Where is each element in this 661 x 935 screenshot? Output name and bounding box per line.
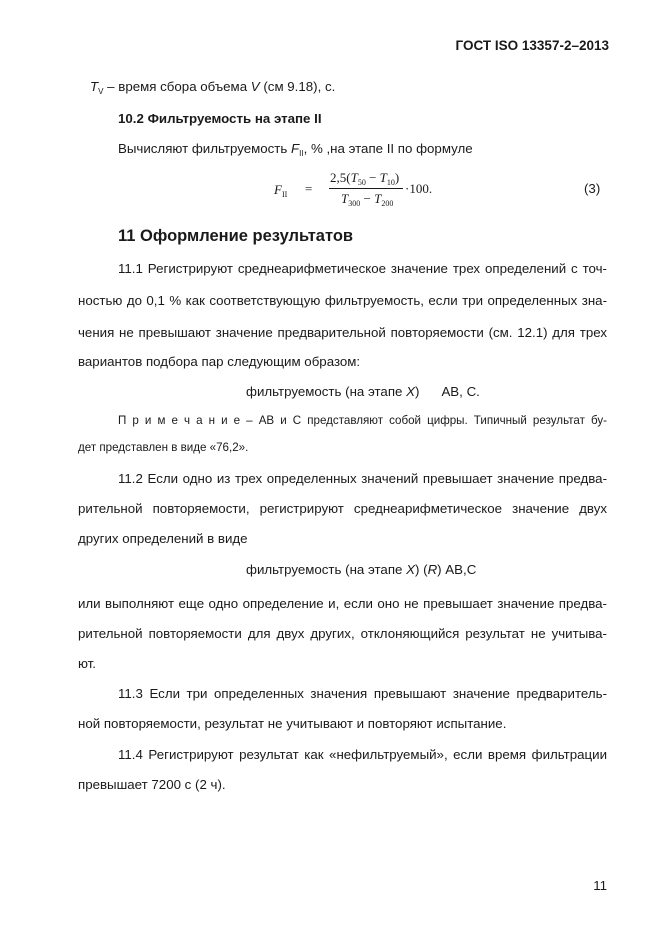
definition-var: V [250, 79, 260, 94]
note-line2: дет представлен в виде «76,2». [78, 441, 249, 454]
symbol-t: T [90, 79, 99, 94]
definition-text-a: – время сбора объема [103, 79, 251, 94]
para-11-1-line4: вариантов подбора пар следующим образом: [78, 354, 361, 369]
para-11-2-line3: других определений в виде [78, 531, 248, 546]
expression-1: фильтруемость (на этапе X) АВ, С. [246, 384, 480, 399]
section-11-heading: 11 Оформление результатов [118, 227, 354, 245]
para-11-1-line1: 11.1 Регистрируют среднеарифметическое значение трех определений с точ- [118, 261, 607, 276]
intro-symbol-sub: II [299, 149, 304, 158]
document-header: ГОСТ ISO 13357-2–2013 [455, 38, 609, 53]
para-11-2b-line2: рительной повторяемости для двух других, отклоняющийся результат не учитыва- [78, 626, 607, 641]
fraction-bar [329, 188, 403, 189]
para-11-1-line3: чения не превышают значение предварительной повторяемости (см. 12.1) для трех [78, 325, 607, 340]
para-11-4-line1: 11.4 Регистрируют результат как «нефильтруемый», если время фильтрации [118, 747, 607, 762]
note-label: П р и м е ч а н и е [118, 414, 241, 427]
intro-symbol: F [291, 141, 300, 156]
para-11-2b-line1: или выполняют еще одно определение и, если оно не превышает значение предва- [78, 596, 607, 611]
page-number: 11 [593, 878, 607, 893]
para-11-3-line2: ной повторяемости, результат не учитывают и повторяют испытание. [78, 716, 507, 731]
formula-times-100: ·100. [405, 181, 433, 196]
para-11-2-line2: рительной повторяемости, регистрируют среднеарифметическое значение двух [78, 501, 607, 516]
para-11-4-line2: превышает 7200 с (2 ч). [78, 777, 226, 792]
expression-2: фильтруемость (на этапе X) (R) АВ,С [246, 562, 477, 577]
section-10-2-heading: 10.2 Фильтруемость на этапе II [118, 111, 322, 126]
note-line1 [118, 414, 607, 427]
definition-text-b: (см 9.18), с. [259, 79, 336, 94]
para-11-2b-line3: ют. [78, 656, 96, 671]
intro-text-b: , % ,на этапе II по формуле [303, 141, 473, 156]
formula-denominator: $T_{300} - T_{200}$ [341, 191, 394, 208]
formula-equals: = [305, 181, 313, 196]
definition-tv [90, 79, 335, 96]
symbol-sub: V [98, 87, 104, 96]
para-11-1-line2: ностью до 0,1 % как соответствующую фильтруемость, если три определенных зна- [78, 293, 607, 308]
formula-lhs: $F_{II}$ [274, 182, 288, 199]
formula-numerator: $2,5(T_{50} - T_{10})$ [330, 170, 400, 187]
formula-number: (3) [584, 181, 601, 196]
para-11-3-line1: 11.3 Если три определенных значения превышают значение предваритель- [118, 686, 607, 701]
intro-text-a: Вычисляют фильтруемость [118, 141, 291, 156]
section-10-2-intro [118, 141, 473, 158]
para-11-2-line1: 11.2 Если одно из трех определенных значений превышает значение предва- [118, 471, 607, 486]
note-text-1: – АВ и С представляют собой цифры. Типичный результат бу- [240, 414, 607, 427]
